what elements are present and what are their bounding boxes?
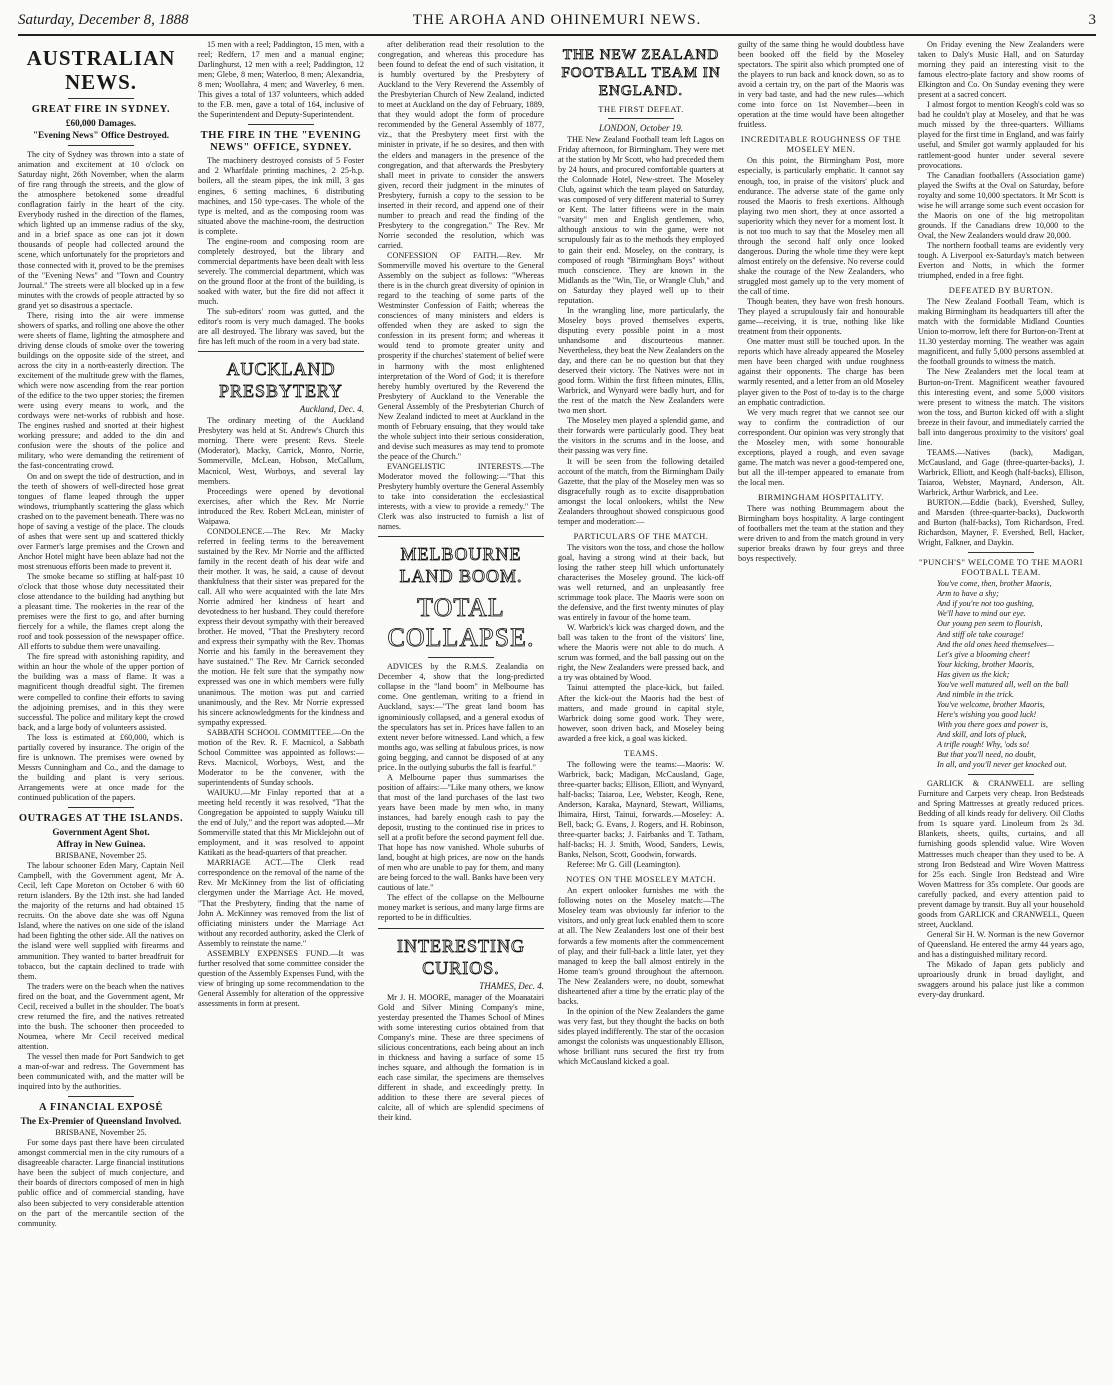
poem-line: You've welcome, brother Maoris,: [937, 699, 1045, 709]
outrages-subhead-2: Affray in New Guinea.: [56, 839, 146, 850]
divider: [68, 807, 134, 808]
article-paragraph: MARRIAGE ACT.—The Clerk read correspondence on the removal of the name of the Rev. Mr McKinney from the list of officiating clergymen under the Marriage Act. He moved, "That the Presbytery, finding that the name of John A. McKinney was removed from the list of officiating ministers under the Marriage Act without any recorded authority, asked the Clerk of Assembly to reinstate the name.": [198, 858, 364, 948]
hospitality-heading: BIRMINGHAM HOSPITALITY.: [758, 491, 884, 502]
article-paragraph: The New Zealanders met the local team at Burton-on-Trent. Magnificent weather favoured this interesting event, and some 5,000 visitors were present to witness the match. The visitors won the toss, and Burton kicked off with a slight breeze in their favour, and immediately carried the ball into dangerous proximity to the visitors' goal line.: [918, 367, 1084, 447]
masthead-date: Saturday, December 8, 1888: [18, 12, 189, 28]
article-paragraph: Though beaten, they have won fresh honours. They played a scrupulously fair and honourable game—receiving, it is true, nothing like like treatment from their opponents.: [738, 297, 904, 337]
column-4: [558, 40, 724, 1377]
article-paragraph: A Melbourne paper thus summarises the position of affairs:—"Like many others, we know that most of the land purchases of the last two years have been made by men who, in many instances, had barely enough cash to pay the deposit, trusting to the continued rise in prices to sell at a profit before the second payment fell due. That hope has now vanished. Whole suburbs of land, bought at high prices, are now on the hands of men who are unable to pay for them, and many are being forced to the wall. Banks have been very cautious of late.": [378, 772, 544, 893]
auckland-presbytery-heading: AUCKLAND PRESBYTERY: [218, 359, 344, 402]
fire-damages-subhead: £60,000 Damages.: [65, 118, 137, 128]
article-paragraph: Referee: Mr G. Gill (Leamington).: [567, 860, 681, 870]
divider: [378, 928, 544, 929]
column-6: [918, 40, 1084, 1377]
article-paragraph: The northern football teams are evidently very tough. A Liverpool ex-Saturday's match between Everton and Notts, in which the former triumphed, ended in a free fight.: [918, 240, 1084, 281]
poem-line: Our young pen seem to flourish,: [937, 619, 1043, 629]
poem-line: You've well matured all, well on the ball: [937, 679, 1069, 689]
poem-line: Let's give a blooming cheer!: [937, 649, 1031, 659]
article-paragraph: In the opinion of the New Zealanders the game was very fast, but they thought the backs on both sides played indifferently. The star of the occasion amongst the colonists was unquestionably Ellison, whose brilliant runs secured the first try from which McCausland kicked a goal.: [558, 1006, 724, 1067]
article-paragraph: The sub-editors' room was gutted, and the editor's room is very much damaged. The books are all destroyed. The library was saved, but the fire has left much of the room in a very bad state.: [198, 307, 364, 347]
poem-line: You've come, then, brother Maoris,: [937, 579, 1052, 589]
article-paragraph: The vessel then made for Port Sandwich to get a man-of-war and redress. The Government has been communicated with, and the matter will be inquired into by the authorities.: [18, 1051, 184, 1092]
article-paragraph: ASSEMBLY EXPENSES FUND.—It was further resolved that some committee consider the question of the Assembly Expenses Fund, with the view of bringing up some recommendation to the General Assembly for alteration of the oppressive assessments in form at present.: [198, 948, 364, 1008]
article-paragraph: Proceedings were opened by devotional exercises, after which the Rev. Mr Norrie introduced the Rev. Robert McLean, minister of Waipawa.: [198, 486, 364, 526]
article-paragraph: One matter must still be touched upon. In the reports which have already appeared the Moseley men have been charged with undue roughness against their opponents. The charge has been warmly resented, and a letter from an old Moseley player given to the Post of to-day is to the charge an emphatic contradiction.: [738, 337, 904, 407]
article-paragraph: The Moseley men played a splendid game, and their forwards were particularly good. They beat the visitors in the scrums and in the loose, and their passing was very fine.: [558, 416, 724, 456]
article-paragraph: Tainui attempted the place-kick, but failed. After the kick-out the Maoris had the best of matters, and made ground in capital style, Warbrick doing some good work. They were, however, soon driven back, and Moseley being awarded a free kick, a goal was kicked.: [558, 683, 724, 743]
poem-line: Has given us the kick;: [937, 669, 1010, 679]
page-number: 3: [1088, 12, 1096, 28]
particulars-heading: PARTICULARS OF THE MATCH.: [573, 530, 709, 541]
first-defeat-subhead: THE FIRST DEFEAT.: [598, 104, 684, 114]
dateline: BRISBANE, November 25.: [55, 1128, 147, 1138]
article-paragraph: The following were the teams:—Maoris: W. Warbrick, back; Madigan, McCausland, Gage, three-quarter backs; Ellison, Elliott, and Wynyard, half-backs; Taiaroa, Lee, Webster, Keogh, Rene, Anderson, Karaka, Maynard, Stewart, Williams, Ihimaira, Hirst, Tainui, forwards.—Moseley: A. Bell, back; G. Evans, J. Rogers, and H. Robinson, three-quarter backs; J. Fairbanks and T. Tatham, half-backs; H. J. Smith, Wood, Sanders, Lewis, Banks, Nelson, Scott, Goodwin, forwards.: [558, 759, 724, 860]
divider: [428, 657, 494, 658]
article-paragraph: On Friday evening the New Zealanders were taken to Daly's Music Hall, and on Saturday morning they paid an interesting visit to the famous electro-plate factory and show rooms of Elkington and Co. On Sunday evening they were present at a sacred concert.: [918, 40, 1084, 100]
poem-line: Arm to have a shy;: [937, 589, 999, 599]
article-paragraph: An expert onlooker furnishes me with the following notes on the Moseley match:—The Moseley team was obviously far inferior to the visitors, and only great luck enabled them to score at all. The New Zealanders lost one of their best forwards a few moments after the commencement of play, and their full-back a little later, yet they managed to keep the ball almost entirely in the Home team's ground throughout the afternoon. The New Zealanders were, no doubt, somewhat disheartened after a time by the erratic play of the backs.: [558, 886, 724, 1006]
dateline: LONDON, October 19.: [598, 123, 683, 133]
article-paragraph: The effect of the collapse on the Melbourne money market is serious, and many large firms are reported to be in difficulties.: [378, 893, 544, 923]
article-paragraph: In the wrangling line, more particularly, the Moseley boys proved themselves experts, disputing every possible point in a most unhandsome and discourteous manner. Nevertheless, they beat the New Zealanders on the day, and there can be no question but that they deserved their victory. The Natives were not in good form. Within the first fifteen minutes, Ellis, Warbrick, and Wynyard were badly hurt, and for the rest of the match the New Zealanders were two men short.: [558, 305, 724, 416]
financial-expose-heading: A FINANCIAL EXPOSÉ: [39, 1102, 163, 1114]
article-paragraph: after deliberation read their resolution to the congregation, and whereas this procedure has been found to defeat the end of such visitation, it is humbly overtured by the Presbytery of Auckland to the Very Reverend the Assembly of the Presbyterian Church of New Zealand, indicted to meet at Auckland on the day of February, 1889, that they would adopt the form of procedure recommended by the General Assembly of 1877, viz., that the Presbytery meet first with the minister in private, if he so desires, and then with the elders and managers in the presence of the congregation, and that afterwards the Presbytery shall meet in private to consider the answers given, record their judgment in the minutes of Presbytery, furnish a copy to the session to be inserted in their record, and append one of their number to preach and read the finding of the Presbytery to the congregation." The Rev. Mr Norrie seconded the resolution, which was carried.: [378, 40, 544, 250]
divider: [968, 774, 1034, 775]
article-paragraph: The fire spread with astonishing rapidity, and within an hour the whole of the upper portion of the building was a mass of flame. It was a magnificent though dreadful sight. The firemen were compelled to confine their efforts to saving the adjoining premises, and in this they were successful. The police and military kept the crowd back, and a large body of volunteers assisted.: [18, 652, 184, 732]
article-paragraph: ADVICES by the R.M.S. Zealandia on December 4, show that the long-predicted collapse in the "land boom" in Melbourne has come. One gentleman, writing to a friend in Auckland, says:—"The great land boom has ignominiously collapsed, and a general exodus of the speculators has set in. Prices have fallen to an extent never before witnessed. Land which, a few months ago, was selling at fabulous prices, is now going begging, and cannot be disposed of at any price. In the outlying suburbs the fall is fearful.": [378, 662, 544, 772]
divider: [68, 145, 134, 146]
article-paragraph: The Canadian footballers (Association game) played the Swifts at the Oval on Saturday, before royalty and some 10,000 spectators. It Mr Scott is wise he will arrange some such event occasion for the Maoris on one of the big metropolitan grounds. If the Canadians drew 10,000 to the Oval, the New Zealanders would draw 20,000.: [918, 170, 1084, 240]
teams-heading: TEAMS.: [624, 747, 658, 758]
divider: [968, 552, 1034, 553]
article-paragraph: General Sir H. W. Norman is the new Governor of Queensland. He entered the army 44 years ago, and has a distinguished military record.: [918, 929, 1084, 959]
poem-line: We'll have to mind our eye.: [937, 609, 1026, 619]
column-5: [738, 40, 904, 1377]
column-3: [378, 40, 544, 1377]
punch-poem-heading: "PUNCH'S" WELCOME TO THE MAORI FOOTBALL TEAM.: [918, 557, 1084, 578]
outrages-heading: OUTRAGES AT THE ISLANDS.: [18, 813, 184, 825]
article-paragraph: The New Zealand Football Team, which is making Birmingham its headquarters till after the match with the formidable Midland Counties Union to-morrow, left there for Burton-on-Trent at 11.30 yesterday morning. The weather was again magnificent, and fully 5,000 persons assembled at the football grounds to witness the match.: [918, 297, 1084, 367]
advertisement: GARLICK & CRANWELL are selling Furniture and Carpets very cheap. Iron Bedsteads and Spring Mattresses at greatly reduced prices. Bedding of all kinds ready for delivery. Oil Cloths from 1s square yard. Linoleum from 2s 3d. Blankets, sheets, quilts, curtains, and all furnishing goods splendid value. Wire Woven Mattresses much cheaper than they used to be. A strong Iron Bedstead and Wire Woven Mattress for 25s each. Single Iron Bedstead and Wire Woven Mattress for 35s complete. Our goods are carefully packed, and every attention paid to prevent damage by transit. Buy all your household goods from GARLICK and CRANWELL, Queen street, Auckland.: [918, 779, 1084, 929]
article-paragraph: The traders were on the beach when the natives fired on the boat, and the Government agent, Mr Cecil, received a bullet in the shoulder. The boat's crew returned the fire, and the natives retreated into the bush. The schooner then proceeded to Noumea, where Mr Cecil received medical attention.: [18, 981, 184, 1051]
article-paragraph: 15 men with a reel; Paddington, 15 men, with a reel; Redfern, 17 men and a manual engine; Darlinghurst, 12 men with a reel; Paddington, 12 men; Glebe, 8 men; Waterloo, 8 men; Alexandria, 8 men; Woollahra, 4 men; and Waverley, 6 men. This gives a total of 137 volunteers, which added to the F.B. men, gave a total of 164, inclusive of the Superintendent and Deputy-Superintendent.: [198, 40, 364, 120]
divider: [248, 124, 314, 125]
interesting-curios-heading: INTERESTING CURIOS.: [397, 935, 525, 978]
masthead: [18, 8, 1096, 36]
total-collapse-heading: TOTAL COLLAPSE.: [387, 593, 535, 653]
article-paragraph: CONFESSION OF FAITH.—Rev. Mr Sommerville moved his overture to the General Assembly on the subject as follows: "Whereas there is in the church great diversity of opinion in regard to the teaching of some parts of the Westminster Confession of Faith; whereas the consciences of many ministers and elders is offended when they are asked to sign the confession in its present form; and whereas it would tend to promote greater unity and prosperity if the churches' statement of belief were in harmony with the most enlightened interpretation of the Word of God; it is therefore hereby humbly overtured by the Reverend the Presbytery of Auckland to the Venerable the General Assembly of the Presbyterian Church of New Zealand indicted to meet at Auckland in the month of February ensuing, that they would take the whole subject into their serious consideration, and devise such measures as may tend to promote the peace of the Church.": [378, 250, 544, 461]
article-paragraph: On this point, the Birmingham Post, more especially, is particularly emphatic. It cannot say enough, too, in praise of the visitors' pluck and endurance. The adverse state of the game only roused the Maoris to fresh exertions. Although playing two men short, they at once assorted a superiority which they never for a moment lost. It is not too much to say that the Moseley men all through the second half only once looked dangerous. During the whole time they were kept almost entirely on the defensive. No reverse could shake the courage of the New Zealanders, who struggled most gamely up to the very moment of the call of time.: [738, 156, 904, 297]
poem: [918, 579, 1084, 770]
article-paragraph: The visitors won the toss, and chose the hollow goal, having a strong wind at their back, but losing the rather steep hill which unfortunately characterises the Moseley ground. The kick-off was well returned, and an unpleasantly free scrimmage took place. The Maoris were soon on the defensive, and the first twenty minutes of play was entirely in favour of the home team.: [558, 542, 724, 623]
article-paragraph: guilty of the same thing he would doubtless have been booked off the field by the Moseley spectators. The spirit also which prompted one of the players to run back and knock down, so as to avoid a certain try, on the part of the Maoris was in very bad taste, and had the new rules—which come into force on 1st November—been in operation at the time would have been altogether fruitless.: [738, 40, 904, 130]
football-team-heading: THE NEW ZEALAND FOOTBALL TEAM IN ENGLAND.: [561, 47, 721, 99]
article-paragraph: THE New Zealand Football team left Lagos on Friday afternoon, for Birmingham. They were met at the station by Mr Scott, who had preceded them by 24 hours, and procured comfortable quarters at the Colonnade Hotel, New-street. The Moseley Club, against which the team played on Saturday, was composed of very different material to Surrey or Kent. The latter fifteens were in the main "varsity" men and English gentlemen, who, although anxious to win the game, were not scrupulously fair as to the methods they employed to gain their end. Moseley, on the contrary, is composed of rough "Birmingham Boys" without much conscience. They are known in the Midlands as the "Win, Tie, or Wrangle Club," and on Saturday they played well up to their reputation.: [558, 135, 724, 305]
article-paragraph: We very much regret that we cannot see our way to confirm the contradiction of our correspondent. Our opinion was very strongly that the Moseley men, with some honourable exceptions, played a rough, and even savage game. The match was never a good-tempered one, but all the ill-temper appeared to emanate from the local men.: [738, 407, 904, 487]
article-paragraph: The loss is estimated at £60,000, which is partially covered by insurance. The origin of the fire is unknown. The premises were owned by Messrs Cunningham and Co., and the damage to the building and plant is very serious. Arrangements were at once made for the continued publication of the papers.: [18, 732, 184, 802]
divider: [68, 1096, 134, 1097]
poem-line: A trifle rough! Why, 'ods so!: [937, 740, 1030, 750]
article-paragraph: For some days past there have been circulated amongst commercial men in the city rumours of a disagreeable character. Large financial institutions have been the subject of much conjecture, and their boards of directors composed of men in high public office and of commercial standing, have also been subjected to very considerable attention on the part of the mercantile section of the community.: [18, 1138, 184, 1228]
dateline: BRISBANE, November 25.: [55, 851, 147, 861]
article-paragraph: SABBATH SCHOOL COMMITTEE.—On the motion of the Rev. R. F. Macnicol, a Sabbath School Committee was appointed as follows:—Revs. Macnicol, Worboys, West, and the Moderator to be the convener, with the superintendents of Sunday schools.: [198, 727, 364, 787]
sydney-fire-heading: GREAT FIRE IN SYDNEY.: [31, 104, 171, 115]
article-paragraph: W. Warbrick's kick was charged down, and the ball was taken to the front of the visitors' line, where the Maoris were not able to do much. A scrum was formed, and the ball passing out on the right, the New Zealanders were pressed back, and a try was obtained by Wood.: [558, 623, 724, 683]
poem-line: Here's wishing you good luck!: [937, 709, 1037, 719]
article-paragraph: I almost forgot to mention Keogh's cold was so bad he couldn't play at Moseley, and that he was much missed by the three-quarters. Williams played for the first time in England, and was fairly useful, and Smiler got warmly applauded for his rattlement-good hunter under several severe provocations.: [918, 100, 1084, 170]
article-paragraph: There, rising into the air were immense showers of sparks, and rolling one above the other were sheets of flame, lighting the atmosphere and driving dense clouds of smoke over the towering buildings on the opposite side of the street, and across the city in a north-easterly direction. The excitement of the multitude grew with the flames, which were now ascending from the rear portion of the edifice to the two upper stories; the firemen were using every means to work, and the cordways were net-works of rubbish and hose. The engines rushed and snorted at their highest working pressure; and added to the din and confusion were the shouts of the police and military, who were demanding the retirement of the fast-concentrating crowd.: [18, 310, 184, 471]
evening-news-subhead: "Evening News" Office Destroyed.: [32, 130, 170, 140]
poem-line: But that you'll need, no doubt,: [937, 750, 1036, 760]
article-paragraph: EVANGELISTIC INTERESTS.—The Moderator moved the following:—"That this Presbytery humbly overture the General Assembly to take into consideration the ecclesiastical interests, with a view to provide a remedy." The Clerk was also instructed to furnish a list of names.: [378, 461, 544, 532]
poem-line: And nimble in the trick.: [937, 689, 1015, 699]
article-paragraph: The city of Sydney was thrown into a state of animation and excitement at 10 o'clock on Saturday night, 26th November, when the alarm of fire rang through the streets, and the glow of the atmosphere betokened some dreadful conflagration fairly in the heart of the city. Everybody rushed in the direction of the flames, which lighted up an immense radius of the sky, and in a brief space as one can jot it down thousands of people had collected around the scene, which unfortunately for the proprietors and those connected with it, proved to be the premises of the "Evening News" and "Town and Country Journal." The streets were all blocked up in a few minutes with the crowds of people attracted by so grand yet so disastrous a spectacle.: [18, 150, 184, 310]
article-paragraph: It will be seen from the following detailed account of the match, from the Birmingham Daily Gazette, that the play of the Moseley men was so disgracefully rough as to excite disapprobation amongst the local onlookers, whilst the New Zealanders throughout showed conspicuous good temper and moderation:—: [558, 456, 724, 526]
article-paragraph: The Mikado of Japan gets publicly and uproariously drunk in broad daylight, and swaggers around his palace just like a common every-day drunkard.: [918, 960, 1084, 1000]
article-paragraph: On and on swept the tide of destruction, and in the teeth of showers of well-directed hose great tongues of flame leaped through the upper windows, triumphantly scattering the glass which crashed on to the pavement beneath. There was no hope of saving a vestige of the place. The clouds of ashes that were sent up and scattered thickly over Farmer's large premises and the Crown and Anchor Hotel might have been ablaze had not the most strenuous efforts been made to prevent it.: [18, 471, 184, 571]
roughness-heading: INCREDITABLE ROUGHNESS OF THE MOSELEY MEN.: [740, 134, 902, 155]
divider: [68, 98, 134, 99]
australian-news-heading: AUSTRALIAN NEWS.: [26, 46, 176, 94]
article-paragraph: TEAMS.—Natives (back), Madigan, McCausland, and Gage (three-quarter-backs), J. Warbrick, Elliott, and Keogh (half-backs), Ellison, Taiaroa, Webster, Maynard, Anderson, Alt. Warbrick, Arthur Warbrick, and Lee.: [918, 447, 1084, 498]
article-paragraph: The ordinary meeting of the Auckland Presbytery was held at St. Andrew's Church this morning. There were present: Revs. Steele (Moderator), Macky, Carrick, Monro, Norrie, Sommerville, McLean, Hobson, McCallum, Macnicol, West, Worboys, and several lay members.: [198, 416, 364, 486]
article-paragraph: The machinery destroyed consists of 5 Foster and 2 Wharfdale printing machines, 2 25-h.p. boilers, all the steam pipes, the ink mill, 3 gas engines, 6 setting machines, 6 distributing machines, and 150 type-cases. The whole of the type is melted, and as the composing room was situated above the machine-room, the destruction is complete.: [198, 156, 364, 236]
outrages-subhead-1: Government Agent Shot.: [52, 827, 150, 838]
poem-line: And the old ones heed themselves—: [937, 639, 1055, 649]
masthead-title: THE AROHA AND OHINEMURI NEWS.: [412, 12, 702, 28]
poem-line: And if you're not too gushing,: [937, 599, 1034, 609]
poem-line: In all, and you'll never get knocked out.: [937, 760, 1067, 770]
article-paragraph: The engine-room and composing room are completely destroyed, but the library and commercial departments have been dealt with less severely. The commercial department, which was on the ground floor at the front of the building, is soaked with water, but the fire did not affect it much.: [198, 236, 364, 307]
dateline: Auckland, Dec. 4.: [299, 404, 364, 415]
article-paragraph: BURTON.—Eddie (back), Evershed, Sulley, and Marsden (three-quarter-backs), Duckworth and Burton (half-backs), Tom Richardson, Fred. Richardson, Mayner, F. Evershed, Bell, Hacker, Wright, Falkner, and Daykin.: [918, 498, 1084, 548]
article-paragraph: The smoke became so stifling at half-past 10 o'clock that those whose duty necessitated their close attendance to the building had anything but a pleasant time. The rookeries in the rear of the premises were the first to go, and after burning fiercely for a while, the flames crept along the roof and took possession of the newspaper office. All efforts to subdue them were unavailing.: [18, 571, 184, 652]
financial-subhead: The Ex-Premier of Queensland Involved.: [20, 1116, 182, 1127]
fire-continued-heading: THE FIRE IN THE "EVENING NEWS" OFFICE, SYDNEY.: [200, 130, 362, 154]
notes-heading: NOTES ON THE MOSELEY MATCH.: [566, 874, 716, 885]
poem-line: And skill, and lots of pluck,: [937, 730, 1027, 739]
divider: [378, 536, 544, 537]
article-paragraph: WAIUKU.—Mr Finlay reported that at a meeting held recently it was resolved, "That the Congregation be appointed to supply Waiuku till the end of July," and the report was adopted.—Mr Sommerville stated that this Mr Micklejohn out of employment, and it was resolved to appoint Katikati as the head-quarters of that preacher.: [198, 788, 364, 858]
poem-line: Your kicking, brother Maoris,: [937, 659, 1034, 669]
dateline: THAMES, Dec. 4.: [479, 980, 544, 991]
article-paragraph: Mr J. H. MOORE, manager of the Moanatairi Gold and Silver Mining Company's mine, yesterday presented the Thames School of Mines with some interesting curios obtained from that Company's mine. These are three specimens of silicious concentrations, each being about an inch in thickness and having a surface of some 15 inches square, and although the formation is in each case similar, the specimens are themselves different in shade, and exceedingly pretty. In addition to these there are several pieces of calcite, all of which are splendid specimens of their kind.: [378, 992, 544, 1123]
article-paragraph: The labour schooner Eden Mary, Captain Neil Campbell, with the Government agent, Mr A. Cecil, left Cape Moreton on October 6 with 60 return islanders. By the 12th inst. she had landed the majority of the returns and had obtained 15 recruits. On the above date she was off Nguna Island, where the natives on one side of the island had been fighting the other side. All the natives on the island were well supplied with firearms and ammunition. They wanted to barter breadfruit for tobacco, but the captain declined to trade with them.: [18, 861, 184, 981]
melbourne-land-boom-heading: MELBOURNE LAND BOOM.: [399, 544, 523, 587]
column-1: [18, 40, 184, 1377]
burton-heading: DEFEATED BY BURTON.: [948, 285, 1054, 296]
article-paragraph: CONDOLENCE.—The Rev. Mr Macky referred in feeling terms to the bereavement sustained by the Rev. Mr Norrie and the afflicted family in the recent death of his dear wife and their mother. It was, he said, a cause of devout thankfulness that their sister was prepared for the call. All who were acquainted with the late Mrs Norrie admired her kindness of heart and devotedness to her husband. They could therefore express their devout sympathy with their bereaved brother. He moved, "That the Presbytery record and express their sympathy with the Rev. Thomas Norrie and his family in the bereavement they have sustained." The Rev. Mr Carrick seconded the motion. He felt sure that the sympathy now expressed was one in which members were fully unanimous. The motion was put and carried unanimously, and the Rev. Mr Norrie expressed his sincere acknowledgments for the kindness and sympathy expressed.: [198, 526, 364, 727]
divider: [198, 351, 364, 352]
columns: [18, 40, 1100, 1377]
divider: [608, 118, 674, 119]
article-paragraph: There was nothing Brummagem about the Birmingham boys hospitality. A large contingent of footballers met the team at the station and they were driven to and from the match ground in very superior breaks drawn by four greys and three boys respectively.: [738, 503, 904, 564]
column-2: [198, 40, 364, 1377]
poem-line: With you there goes and power is,: [937, 719, 1048, 729]
poem-line: And stiff ole take courage!: [937, 629, 1024, 639]
